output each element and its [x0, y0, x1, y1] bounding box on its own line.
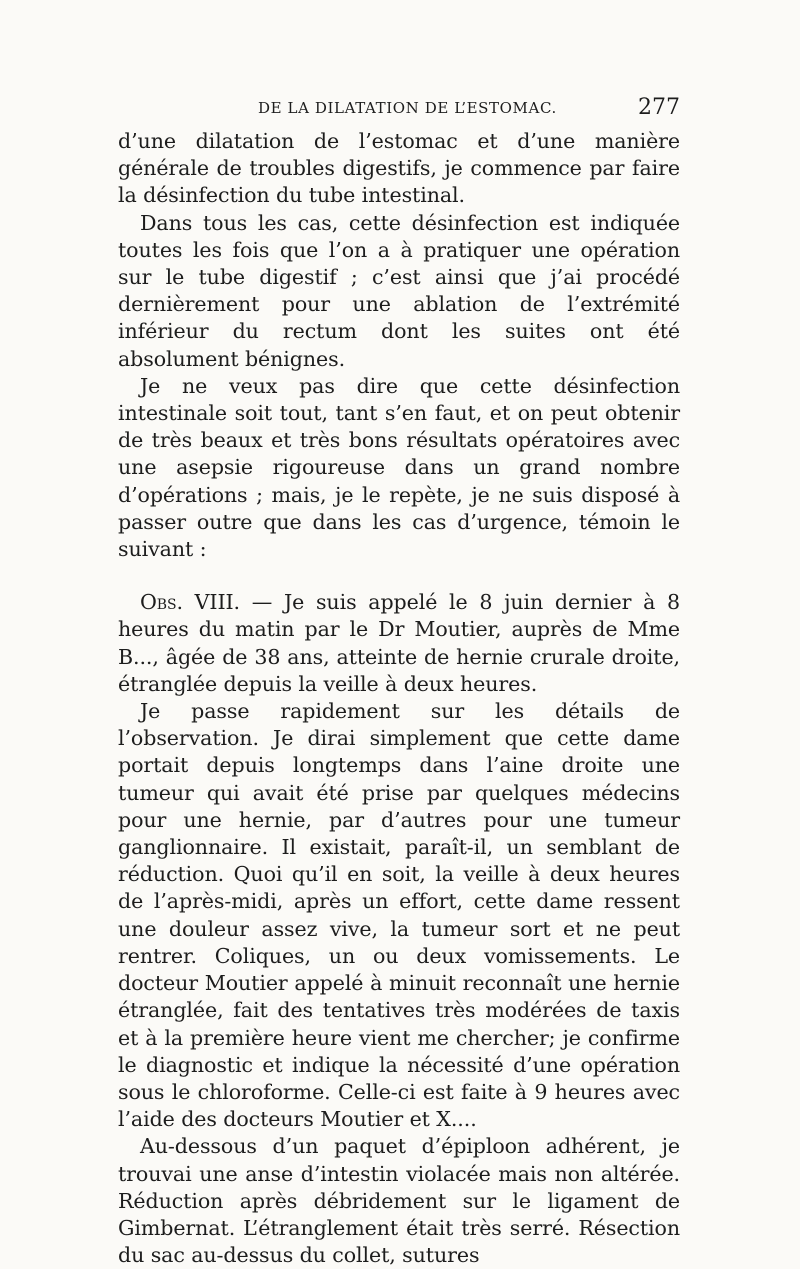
body-text: [118, 128, 680, 1269]
paragraph: Je ne veux pas dire que cette désinfection intestinale soit tout, tant s’en faut, et on peut obtenir de très beaux et très bons résultats opératoires avec une asepsie rigoureuse dans un grand nombre d’opérations ; mais, je le repète, je ne suis disposé à passer outre que dans les cas d’urgence, témoin le suivant :: [118, 373, 680, 562]
paragraph: Au-dessous d’un paquet d’épiploon adhérent, je trouvai une anse d’intestin violacée mais non altérée. Réduction après débridement sur le ligament de Gimbernat. L’étranglement était très serré. Résection du sac au-dessus du collet, sutures: [118, 1134, 680, 1268]
paragraph-continuation: d’une dilatation de l’estomac et d’une manière générale de troubles digestifs, je commence par faire la désinfection du tube intestinal.: [118, 129, 680, 208]
paragraph: Dans tous les cas, cette désinfection est indiquée toutes les fois que l’on a à pratiquer une opération sur le tube digestif ; c’est ainsi que j’ai procédé dernièrement pour une ablation de l’extrémité inférieur du rectum dont les suites ont été absolument bénignes.: [118, 210, 680, 371]
page-number: 277: [638, 95, 680, 120]
running-title: DE LA DILATATION DE L’ESTOMAC.: [258, 99, 557, 117]
page-header: [118, 97, 680, 125]
observation-paragraph: [118, 589, 680, 698]
paragraph: Je passe rapidement sur les détails de l’observation. Je dirai simplement que cette dame portait depuis longtemps dans l’aine droite une tumeur qui avait été prise par quelques médecins pour une hernie, par d’autres pour une tumeur ganglionnaire. Il existait, paraît-il, un semblant de réduction. Quoi qu’il en soit, la veille à deux heures de l’après-midi, après un effort, cette dame ressent une douleur assez vive, la tumeur sort et ne peut rentrer. Coliques, un ou deux vomissements. Le docteur Moutier appelé à minuit reconnaît une hernie étranglée, fait des tentatives très modérées de taxis et à la première heure vient me chercher; je confirme le diagnostic et indique la nécessité d’une opération sous le chloroforme. Celle-ci est faite à 9 heures avec l’aide des docteurs Moutier et X....: [118, 699, 680, 1132]
observation-label: Obs. VIII.: [140, 590, 240, 615]
observation-text: — Je suis appelé le 8 juin dernier à 8 heures du matin par le Dr Moutier, auprès de Mme B..., âgée de 38 ans, atteinte de hernie crurale droite, étranglée depuis la veille à deux heures.: [118, 590, 680, 696]
